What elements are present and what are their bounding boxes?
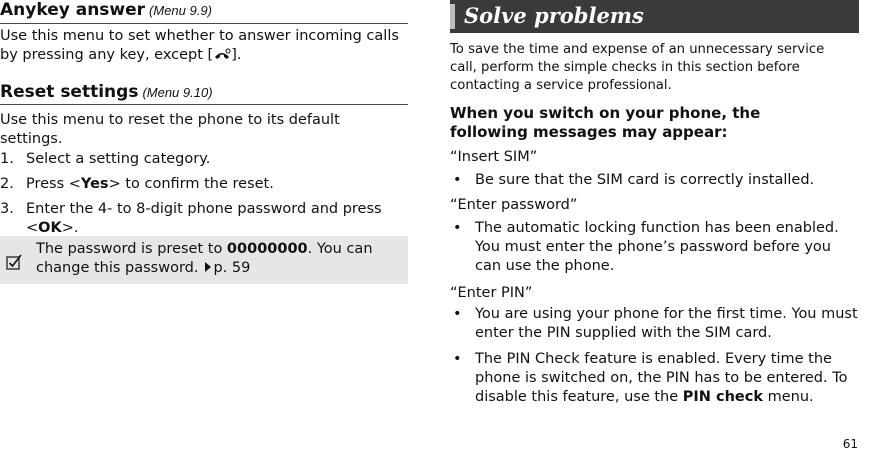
reset-intro: Use this menu to reset the phone to its default settings. <box>0 112 340 147</box>
subheading: When you switch on your phone, the following messages may appear: <box>450 104 761 141</box>
page-number: 61 <box>842 437 858 451</box>
bullets-insert-sim <box>450 171 858 190</box>
note-text: The password is preset to 00000000. You can change this password. p. 59 <box>36 241 373 276</box>
message-label-insert-sim: “Insert SIM” <box>450 149 538 165</box>
note-box <box>0 236 408 284</box>
bullet-item: • The PIN Check feature is enabled. Every time the phone is switched on, the PIN has to be entered. To disable this feature, use the PIN check menu. <box>453 351 848 405</box>
page-reference: p. 59 <box>213 260 251 276</box>
anykey-heading <box>0 0 408 21</box>
step-3: 3. Enter the 4- to 8-digit phone password and press <OK>. <box>0 201 382 236</box>
checkmark-note-icon <box>6 254 22 270</box>
reset-steps <box>0 150 406 238</box>
anykey-menu-ref: (Menu 9.9) <box>149 3 212 18</box>
step-1: 1. Select a setting category. <box>0 151 211 167</box>
banner-title: Solve problems <box>464 3 644 28</box>
message-label-enter-pin: “Enter PIN” <box>450 285 533 301</box>
anykey-body: Use this menu to set whether to answer incoming calls by pressing any key, except [ ]. <box>0 28 399 63</box>
bullet-item: • The automatic locking function has been enabled. You must enter the phone’s password before you can use the phone. <box>453 220 839 274</box>
section-banner <box>450 0 859 33</box>
bullets-enter-pin <box>450 305 858 407</box>
intro-paragraph: To save the time and expense of an unnecessary service call, perform the simple checks in this section before contacting a service professional. <box>450 42 825 93</box>
bullet-item: • You are using your phone for the first time. You must enter the PIN supplied with the SIM card. <box>453 306 858 341</box>
reset-rule <box>0 104 408 105</box>
anykey-rule <box>0 23 408 24</box>
reset-heading <box>0 82 408 103</box>
reset-menu-ref: (Menu 9.10) <box>142 85 213 100</box>
banner-accent-bar <box>450 4 455 29</box>
bullets-enter-password <box>450 219 858 276</box>
reset-title: Reset settings <box>0 82 139 102</box>
anykey-title: Anykey answer <box>0 0 146 20</box>
step-2: 2. Press <Yes> to confirm the reset. <box>0 176 274 192</box>
message-label-enter-password: “Enter password” <box>450 197 578 213</box>
end-key-icon <box>213 48 231 61</box>
bullet-item: • Be sure that the SIM card is correctly installed. <box>453 172 815 188</box>
page-ref-arrow-icon <box>205 262 211 272</box>
